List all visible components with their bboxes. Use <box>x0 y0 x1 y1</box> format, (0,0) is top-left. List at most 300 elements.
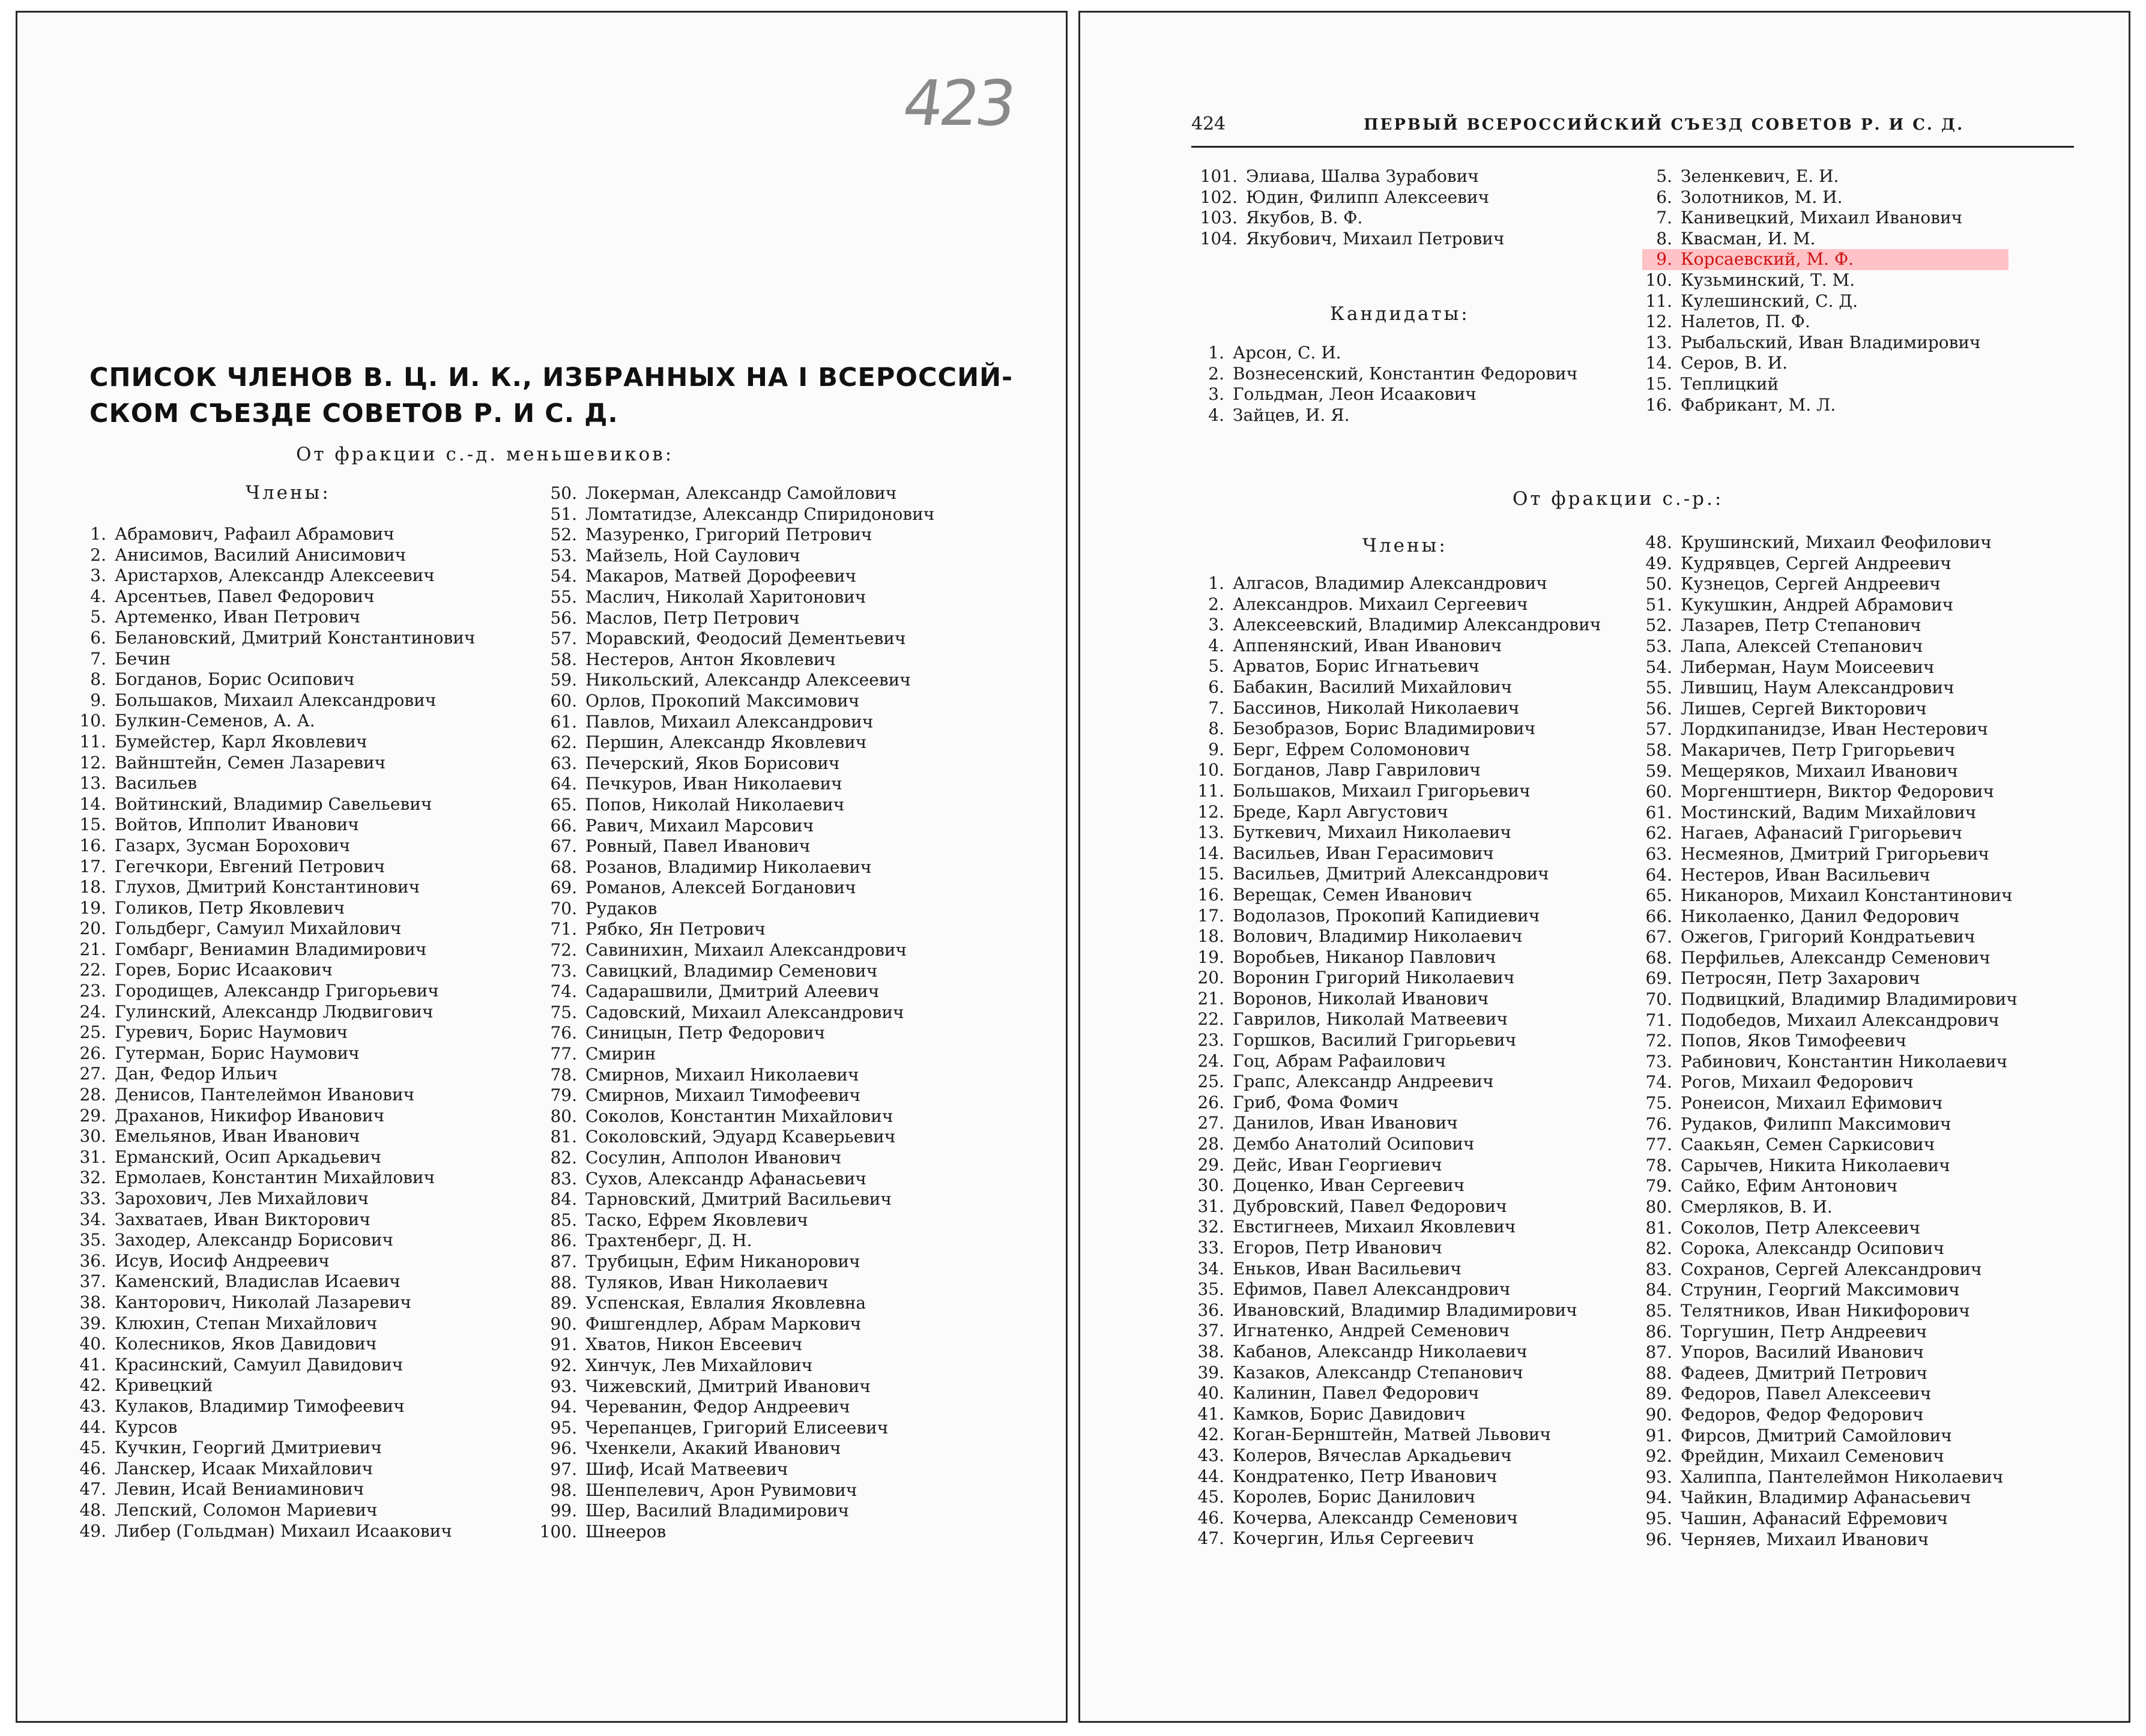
list-item <box>1642 844 2018 865</box>
entry-name: Лишев, Сергей Викторович <box>1681 698 1927 719</box>
entry-name: Анисимов, Василий Анисимович <box>115 544 407 565</box>
entry-number: 63. <box>550 753 577 773</box>
list-item <box>1194 677 1601 698</box>
list-item <box>534 753 934 774</box>
entry-name: Глухов, Дмитрий Константинович <box>115 877 420 897</box>
entry-name: Колесников, Яков Давидович <box>115 1334 377 1354</box>
list-item <box>534 1459 934 1480</box>
list-item <box>1194 1009 1601 1030</box>
list-item <box>1642 1530 2018 1551</box>
entry-name: Рыбальский, Иван Владимирович <box>1681 332 1981 352</box>
entry-number: 11. <box>1197 780 1224 801</box>
entry-number: 18. <box>79 877 106 897</box>
entry-number: 101. <box>1200 166 1238 186</box>
entry-number: 25. <box>79 1022 106 1043</box>
entry-number: 74. <box>1645 1072 1672 1093</box>
list-item <box>1194 1300 1601 1321</box>
entry-number: 58. <box>550 649 577 669</box>
entry-name: Сарычев, Никита Николаевич <box>1681 1155 1950 1175</box>
entry-name: Фадеев, Дмитрий Петрович <box>1681 1363 1927 1383</box>
entry-number: 48. <box>1645 532 1672 552</box>
entry-number: 52. <box>1645 615 1672 636</box>
entry-name: Бреде, Карл Августович <box>1233 801 1448 822</box>
list-item <box>76 732 475 753</box>
entry-number: 72. <box>550 940 577 960</box>
entry-number: 14. <box>79 794 106 814</box>
entry-number: 45. <box>1197 1487 1224 1507</box>
entry-name: Воронов, Николай Иванович <box>1233 988 1489 1008</box>
list-item <box>76 545 475 566</box>
entry-number: 9. <box>1208 739 1224 759</box>
entry-name: Лепский, Соломон Мариевич <box>115 1499 378 1520</box>
list-item <box>1194 1093 1601 1114</box>
entry-number: 93. <box>1645 1466 1672 1487</box>
list-item <box>1194 1217 1601 1238</box>
entry-name: Сухов, Александр Афанасьевич <box>585 1168 866 1189</box>
list-item <box>1194 740 1601 761</box>
list-item <box>534 857 934 878</box>
entry-name: Черепанцев, Григорий Елисеевич <box>585 1417 889 1438</box>
entry-name: Евстигнеев, Михаил Яковлевич <box>1233 1217 1516 1237</box>
entry-name: Исув, Иосиф Андреевич <box>115 1250 330 1271</box>
entry-name: Игнатенко, Андрей Семенович <box>1233 1321 1510 1341</box>
members-list-col-1 <box>76 524 475 1542</box>
entry-name: Нагаев, Афанасий Григорьевич <box>1681 823 1963 843</box>
entry-name: Дан, Федор Ильич <box>115 1064 278 1084</box>
list-item <box>1642 1010 2018 1031</box>
entry-name: Лапа, Алексей Степанович <box>1681 636 1923 656</box>
entry-name: Зеленкевич, Е. И. <box>1681 166 1839 186</box>
list-item <box>76 1292 475 1313</box>
entry-number: 69. <box>1645 968 1672 989</box>
entry-number: 99. <box>550 1501 577 1521</box>
list-item <box>1194 405 1577 426</box>
entry-name: Чхенкели, Акакий Иванович <box>585 1438 841 1459</box>
entry-name: Никольский, Александр Алексеевич <box>585 670 911 690</box>
entry-name: Печерский, Яков Борисович <box>585 753 840 773</box>
list-item <box>534 546 934 567</box>
entry-name: Аппенянский, Иван Иванович <box>1233 635 1502 656</box>
list-item <box>534 1210 934 1231</box>
list-item <box>1194 594 1601 615</box>
list-item <box>76 524 475 545</box>
entry-name: Нестеров, Антон Яковлевич <box>585 649 836 669</box>
list-item <box>1642 1322 2018 1343</box>
entry-number: 88. <box>1645 1363 1672 1383</box>
entry-name: Садарашвили, Дмитрий Алеевич <box>585 981 880 1002</box>
entry-name: Канивецкий, Михаил Иванович <box>1681 208 1963 228</box>
entry-name: Воробьев, Никанор Павлович <box>1233 947 1496 967</box>
list-item <box>1194 1424 1601 1445</box>
entry-number: 9. <box>1656 249 1672 270</box>
list-item <box>1642 740 2018 761</box>
entry-name: Александров. Михаил Сергеевич <box>1233 594 1528 614</box>
entry-number: 2. <box>90 544 106 565</box>
entry-name: Халиппа, Пантелеймон Николаевич <box>1681 1466 2004 1487</box>
entry-number: 91. <box>1645 1425 1672 1445</box>
list-item <box>1194 1279 1601 1300</box>
list-item <box>1194 1404 1601 1425</box>
list-item <box>1194 822 1601 843</box>
entry-name: Першин, Александр Яковлевич <box>585 732 867 753</box>
list-item <box>1194 1363 1601 1384</box>
entry-name: Печкуров, Иван Николаевич <box>585 774 842 794</box>
entry-number: 98. <box>550 1480 577 1500</box>
entry-number: 77. <box>1645 1135 1672 1155</box>
entry-number: 10. <box>79 711 106 731</box>
list-item <box>1642 333 2008 354</box>
entry-number: 9. <box>90 690 106 710</box>
entry-number: 64. <box>1645 864 1672 885</box>
entry-number: 75. <box>1645 1093 1672 1114</box>
entry-name: Колеров, Вячеслав Аркадьевич <box>1233 1445 1512 1465</box>
entry-name: Успенская, Евлалия Яковлевна <box>585 1293 866 1313</box>
entry-name: Бечин <box>115 648 171 669</box>
list-item <box>534 816 934 837</box>
list-item <box>1194 166 1504 187</box>
page-number: 424 <box>1191 113 1226 134</box>
entry-number: 4. <box>1208 405 1224 425</box>
entry-name: Федоров, Федор Федорович <box>1681 1404 1924 1424</box>
entry-number: 4. <box>90 586 106 606</box>
list-item <box>76 1189 475 1210</box>
entry-number: 22. <box>1197 1009 1224 1029</box>
entry-name: Ермолаев, Константин Михайлович <box>115 1168 435 1188</box>
entry-name: Смирин <box>585 1044 656 1064</box>
list-item <box>1642 395 2008 416</box>
entry-name: Бумейстер, Карл Яковлевич <box>115 731 367 752</box>
list-item <box>1194 989 1601 1010</box>
list-item <box>1642 636 2018 657</box>
entry-number: 12. <box>1645 312 1672 332</box>
entry-number: 39. <box>1197 1362 1224 1382</box>
entry-name: Трахтенберг, Д. Н. <box>585 1231 752 1251</box>
candidates-list <box>1194 343 1577 426</box>
list-item <box>1642 291 2008 312</box>
entry-number: 16. <box>79 835 106 855</box>
entry-name: Фишгендлер, Абрам Маркович <box>585 1313 862 1334</box>
entry-name: Хватов, Никон Евсеевич <box>585 1334 803 1355</box>
list-item <box>1642 553 2018 574</box>
entry-name: Либер (Гольдман) Михаил Исаакович <box>115 1521 452 1541</box>
faction-heading-mensheviks: От фракции с.-д. меньшевиков: <box>296 444 674 465</box>
entry-number: 96. <box>550 1438 577 1459</box>
list-item <box>534 1127 934 1148</box>
list-item <box>534 483 934 504</box>
entry-name: Зайцев, И. Я. <box>1233 405 1350 425</box>
entry-number: 43. <box>79 1396 106 1416</box>
entry-number: 1. <box>1208 343 1224 363</box>
entry-name: Маслов, Петр Петрович <box>585 607 800 628</box>
entry-name: Кочергин, Илья Сергеевич <box>1233 1528 1475 1549</box>
entry-name: Васильев <box>115 773 197 794</box>
entry-name: Аристархов, Александр Алексеевич <box>115 565 435 586</box>
entry-number: 53. <box>550 545 577 565</box>
list-item <box>1642 719 2018 740</box>
entry-name: Войтов, Ипполит Иванович <box>115 815 359 835</box>
entry-name: Либерман, Наум Моисеевич <box>1681 657 1935 677</box>
entry-name: Хинчук, Лев Михайлович <box>585 1355 813 1375</box>
entry-number: 19. <box>1197 947 1224 967</box>
list-item <box>76 649 475 670</box>
entry-number: 19. <box>79 897 106 918</box>
list-item <box>1642 1280 2018 1301</box>
list-item <box>534 1334 934 1355</box>
list-item <box>1194 1342 1601 1363</box>
entry-name: Шенпелевич, Арон Рувимович <box>585 1480 857 1500</box>
list-item <box>76 981 475 1002</box>
list-item <box>1194 343 1577 364</box>
list-item <box>534 1480 934 1501</box>
list-item <box>1194 843 1601 864</box>
entry-number: 28. <box>79 1085 106 1105</box>
entry-name: Саакьян, Семен Саркисович <box>1681 1135 1935 1155</box>
entry-number: 15. <box>1645 373 1672 394</box>
entry-name: Кучкин, Георгий Дмитриевич <box>115 1438 382 1458</box>
entry-name: Клюхин, Степан Михайлович <box>115 1313 378 1333</box>
entry-name: Телятников, Иван Никифорович <box>1681 1300 1970 1321</box>
entry-name: Попов, Яков Тимофеевич <box>1681 1031 1906 1051</box>
entry-number: 77. <box>550 1044 577 1064</box>
list-item <box>1194 864 1601 885</box>
list-item <box>76 1210 475 1231</box>
entry-number: 2. <box>1208 363 1224 384</box>
list-item <box>534 1501 934 1522</box>
entry-name: Голиков, Петр Яковлевич <box>115 897 345 918</box>
entry-name: Берг, Ефрем Соломонович <box>1233 739 1470 759</box>
title-line-1: СПИСОК ЧЛЕНОВ В. Ц. И. К., ИЗБРАННЫХ НА I ВСЕРОССИЙ- <box>89 363 1013 393</box>
entry-name: Ефимов, Павел Александрович <box>1233 1279 1511 1300</box>
list-item <box>534 504 934 525</box>
list-item <box>1194 719 1601 740</box>
list-item <box>76 1147 475 1168</box>
list-item <box>534 1169 934 1190</box>
entry-name: Казаков, Александр Степанович <box>1233 1362 1523 1382</box>
entry-number: 38. <box>79 1292 106 1312</box>
entry-name: Безобразов, Борис Владимирович <box>1233 719 1536 739</box>
list-item <box>534 670 934 691</box>
list-item <box>1642 1072 2018 1093</box>
entry-name: Дембо Анатолий Осипович <box>1233 1134 1475 1154</box>
entry-name: Кулаков, Владимир Тимофеевич <box>115 1396 405 1416</box>
list-item <box>534 961 934 982</box>
list-item <box>76 1355 475 1376</box>
entry-name: Верещак, Семен Иванович <box>1233 884 1472 905</box>
entry-number: 53. <box>1645 636 1672 656</box>
entry-number: 35. <box>1197 1279 1224 1300</box>
entry-number: 83. <box>1645 1259 1672 1279</box>
entry-number: 3. <box>1208 615 1224 635</box>
entry-name: Ивановский, Владимир Владимирович <box>1233 1300 1577 1320</box>
entry-name: Калинин, Павел Федорович <box>1233 1383 1480 1403</box>
document-title <box>89 360 1013 432</box>
entry-name: Королев, Борис Данилович <box>1233 1487 1476 1507</box>
entry-number: 5. <box>1208 656 1224 677</box>
entry-name: Артеменко, Иван Петрович <box>115 607 360 627</box>
entry-name: Соколов, Константин Михайлович <box>585 1106 893 1126</box>
entry-name: Кузьминский, Т. М. <box>1681 270 1855 290</box>
entry-name: Красинский, Самуил Давидович <box>115 1354 404 1375</box>
list-item <box>1194 1155 1601 1176</box>
entry-number: 49. <box>1645 553 1672 573</box>
entry-number: 61. <box>1645 802 1672 822</box>
entry-number: 24. <box>1197 1050 1224 1071</box>
sr-members-list-col-1 <box>1194 573 1601 1549</box>
entry-number: 20. <box>1197 968 1224 988</box>
list-item <box>76 1064 475 1085</box>
entry-number: 4. <box>1208 635 1224 656</box>
entry-name: Ерманский, Осип Аркадьевич <box>115 1147 381 1167</box>
list-item <box>76 898 475 919</box>
entry-number: 81. <box>1645 1217 1672 1238</box>
list-item <box>1642 312 2008 333</box>
entry-name: Смерляков, В. И. <box>1681 1197 1833 1217</box>
members-heading: Члены: <box>246 482 331 504</box>
entry-name: Шнееров <box>585 1521 666 1542</box>
list-item <box>1194 1113 1601 1134</box>
entry-number: 55. <box>1645 678 1672 698</box>
entry-number: 90. <box>1645 1404 1672 1424</box>
list-item <box>1642 1197 2018 1218</box>
entry-number: 54. <box>550 566 577 586</box>
entry-number: 85. <box>1645 1300 1672 1321</box>
entry-number: 78. <box>550 1064 577 1085</box>
list-item <box>534 608 934 629</box>
entry-name: Сосулин, Апполон Иванович <box>585 1148 842 1168</box>
entry-number: 55. <box>550 586 577 607</box>
entry-name: Равич, Михаил Марсович <box>585 815 814 836</box>
candidates-heading: Кандидаты: <box>1330 303 1470 325</box>
list-item <box>1642 595 2018 616</box>
list-item <box>76 1230 475 1251</box>
entry-name: Кондратенко, Петр Иванович <box>1233 1466 1498 1486</box>
entry-number: 6. <box>1208 677 1224 697</box>
entry-name: Нестеров, Иван Васильевич <box>1681 864 1930 885</box>
entry-name: Смирнов, Михаил Тимофеевич <box>585 1085 861 1106</box>
list-item <box>1642 374 2008 395</box>
list-item <box>1642 1467 2018 1488</box>
list-item <box>534 1252 934 1273</box>
entry-name: Газарх, Зусман Борохович <box>115 835 351 855</box>
list-item <box>76 628 475 649</box>
entry-name: Левин, Исай Вениаминович <box>115 1479 364 1499</box>
entry-name: Гулинский, Александр Людвигович <box>115 1001 434 1022</box>
entry-number: 84. <box>1645 1280 1672 1300</box>
list-item <box>1194 885 1601 906</box>
entry-number: 21. <box>79 939 106 959</box>
entry-number: 33. <box>1197 1238 1224 1258</box>
entry-number: 61. <box>550 711 577 732</box>
list-item <box>1642 1135 2018 1156</box>
entry-number: 11. <box>79 731 106 752</box>
list-item <box>1194 1071 1601 1093</box>
list-item <box>1642 823 2018 844</box>
entry-number: 35. <box>79 1230 106 1250</box>
list-item <box>1194 1528 1601 1549</box>
entry-number: 3. <box>90 565 106 586</box>
entry-number: 73. <box>1645 1051 1672 1071</box>
entry-number: 56. <box>1645 698 1672 719</box>
entry-number: 68. <box>1645 947 1672 968</box>
entry-number: 94. <box>550 1397 577 1417</box>
list-item <box>534 587 934 608</box>
entry-name: Фрейдин, Михаил Семенович <box>1681 1446 1944 1466</box>
entry-number: 26. <box>1197 1092 1224 1112</box>
list-item <box>534 919 934 940</box>
list-item <box>1194 636 1601 657</box>
entry-number: 91. <box>550 1334 577 1355</box>
entry-name: Лившиц, Наум Александрович <box>1681 678 1954 698</box>
entry-number: 42. <box>1197 1424 1224 1445</box>
entry-name: Рогов, Михаил Федорович <box>1681 1072 1914 1093</box>
entry-number: 41. <box>1197 1403 1224 1424</box>
entry-name: Захватаев, Иван Викторович <box>115 1209 370 1229</box>
list-item <box>534 1085 934 1106</box>
entry-number: 51. <box>550 504 577 524</box>
entry-number: 87. <box>1645 1342 1672 1363</box>
entry-name: Канторович, Николай Лазаревич <box>115 1292 411 1312</box>
list-item <box>534 795 934 816</box>
entry-number: 44. <box>79 1417 106 1437</box>
entry-name: Соколовский, Эдуард Ксаверьевич <box>585 1127 896 1147</box>
entry-number: 37. <box>1197 1321 1224 1341</box>
list-item <box>1642 1446 2018 1467</box>
highlighted-list-item <box>1642 249 2008 270</box>
entry-number: 60. <box>1645 782 1672 802</box>
list-item <box>76 773 475 794</box>
entry-number: 13. <box>1645 332 1672 352</box>
entry-number: 80. <box>1645 1197 1672 1217</box>
entry-number: 73. <box>550 960 577 981</box>
entry-number: 5. <box>1656 166 1672 186</box>
list-item <box>1194 1487 1601 1508</box>
entry-name: Ожегов, Григорий Кондратьевич <box>1681 927 1975 947</box>
list-item <box>76 1500 475 1521</box>
entry-name: Розанов, Владимир Николаевич <box>585 857 872 877</box>
list-item <box>76 939 475 960</box>
list-item <box>76 753 475 774</box>
entry-name: Богданов, Лавр Гаврилович <box>1233 760 1481 780</box>
list-item <box>1194 947 1601 968</box>
entry-number: 32. <box>1197 1217 1224 1237</box>
list-item <box>1194 1175 1601 1196</box>
entry-number: 28. <box>1197 1134 1224 1154</box>
entry-number: 20. <box>79 918 106 939</box>
running-head <box>1191 103 2074 148</box>
entry-number: 41. <box>79 1354 106 1375</box>
list-item <box>1642 803 2018 824</box>
entry-name: Смирнов, Михаил Николаевич <box>585 1064 859 1085</box>
entry-number: 88. <box>550 1272 577 1292</box>
entry-name: Дейс, Иван Георгиевич <box>1233 1154 1442 1175</box>
list-item <box>1642 1156 2018 1177</box>
entry-name: Крушинский, Михаил Феофилович <box>1681 532 1992 552</box>
list-item <box>1642 1508 2018 1530</box>
entry-number: 86. <box>550 1231 577 1251</box>
members-list-col-2 <box>534 483 934 1542</box>
entry-name: Большаков, Михаил Григорьевич <box>1233 780 1531 801</box>
list-item <box>1642 1342 2018 1363</box>
entry-number: 78. <box>1645 1155 1672 1175</box>
entry-number: 18. <box>1197 926 1224 947</box>
entry-name: Орлов, Прокопий Максимович <box>585 690 860 711</box>
entry-name: Перфильев, Александр Семенович <box>1681 947 1990 968</box>
entry-name: Драханов, Никифор Иванович <box>115 1105 385 1126</box>
members-continued-list <box>1194 166 1504 249</box>
entry-number: 46. <box>1197 1507 1224 1528</box>
list-item <box>1194 1196 1601 1217</box>
entry-name: Якубович, Михаил Петрович <box>1246 228 1505 249</box>
